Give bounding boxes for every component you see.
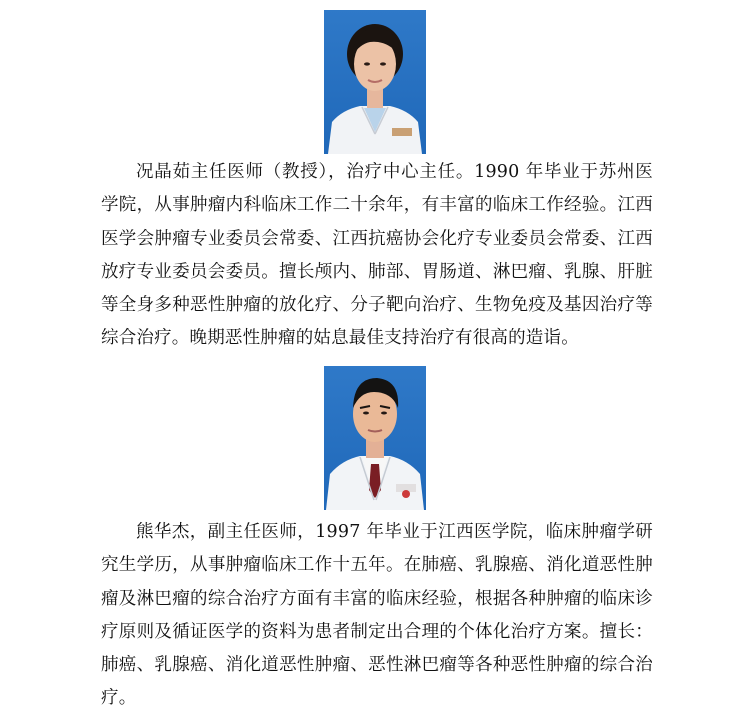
doctor-1-bio: 况晶茹主任医师（教授），治疗中心主任。1990 年毕业于苏州医学院，从事肿瘤内科临床工作二十余年，有丰富的临床工作经验。江西医学会肿瘤专业委员会常委、江西抗癌协会化疗专业委员会常委、江西放疗专业委员会委员。擅长颅内、肺部、胃肠道、淋巴瘤、乳腺、肝脏等全身多种恶性肿瘤的放化疗、分子靶向治疗、生物免疫及基因治疗等综合治疗。晚期恶性肿瘤的姑息最佳支持治疗有很高的造诣。 [101,162,653,349]
doctor-1-portrait [324,10,426,154]
doctor-2-portrait [324,366,426,510]
doctor-2-bio: 熊华杰，副主任医师，1997 年毕业于江西医学院，临床肿瘤学研究生学历，从事肿瘤临床工作十五年。在肺癌、乳腺癌、消化道恶性肿瘤及淋巴瘤的综合治疗方面有丰富的临床经验，根据各种肿瘤的临床诊疗原则及循证医学的资料为患者制定出合理的个体化治疗方案。擅长：肺癌、乳腺癌、消化道恶性肿瘤、恶性淋巴瘤等各种恶性肿瘤的综合治疗。 [101,522,653,709]
